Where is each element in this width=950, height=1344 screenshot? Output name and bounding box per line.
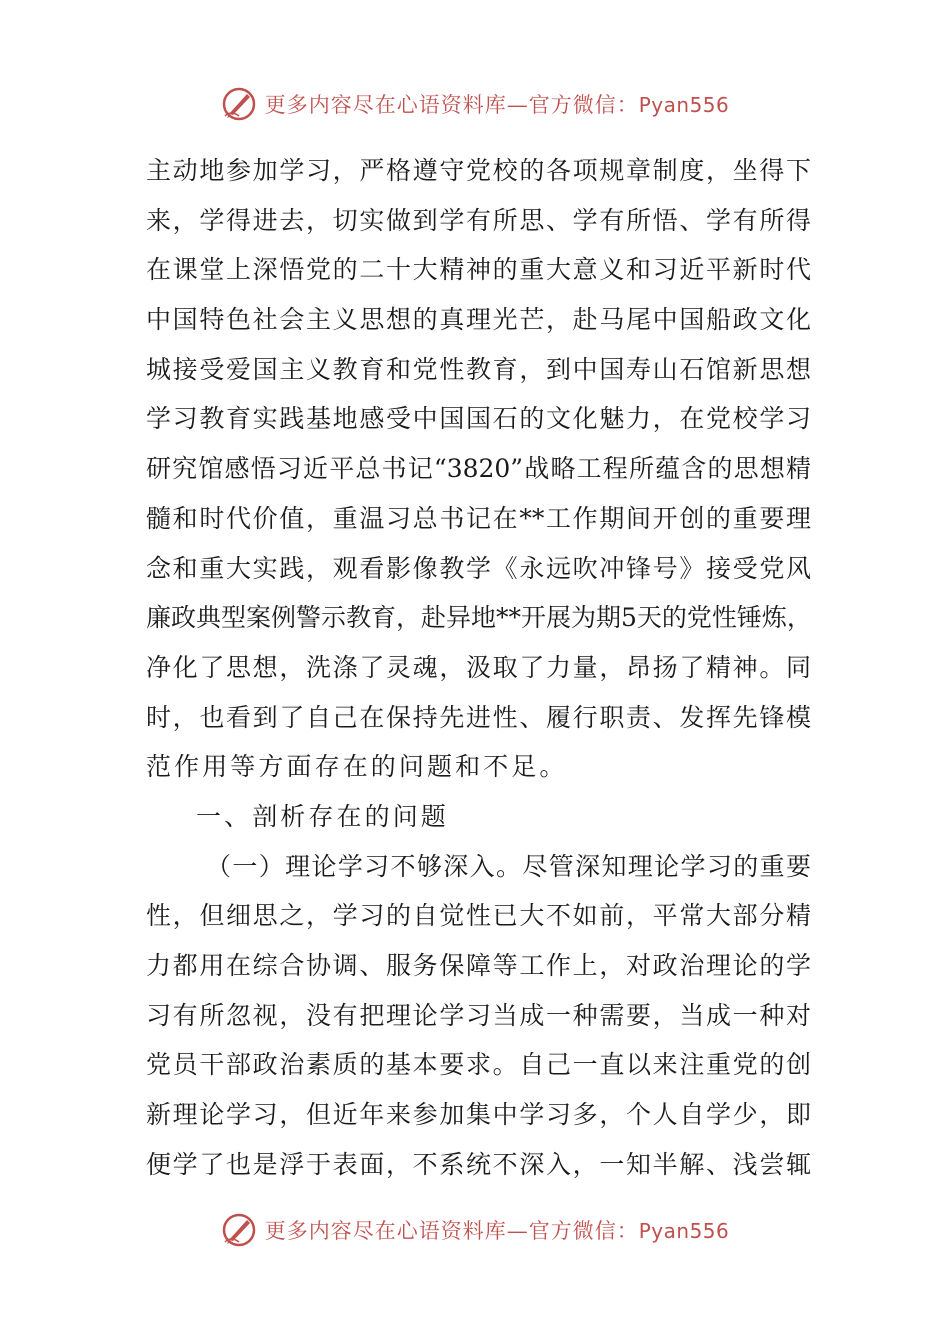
body-line: 中国特色社会主义思想的真理光芒，赴马尾中国船政文化 (146, 305, 811, 335)
quill-logo-icon (221, 86, 257, 122)
body-line: 习有所忽视，没有把理论学习当成一种需要，当成一种对 (146, 1000, 811, 1030)
body-line: 城接受爱国主义教育和党性教育，到中国寿山石馆新思想 (146, 354, 811, 384)
body-line: 研究馆感悟习近平总书记“3820”战略工程所蕴含的思想精 (146, 454, 811, 484)
body-line: 新理论学习，但近年来参加集中学习多，个人自学少，即 (146, 1100, 811, 1130)
footer-watermark (0, 1210, 950, 1250)
body-line: 时，也看到了自己在保持先进性、履行职责、发挥先锋模 (146, 702, 811, 732)
body-line: 便学了也是浮于表面，不系统不深入，一知半解、浅尝辄 (146, 1149, 811, 1179)
body-line: 党员干部政治素质的基本要求。自己一直以来注重党的创 (146, 1050, 811, 1080)
body-line: 髓和时代价值，重温习总书记在**工作期间开创的重要理 (146, 503, 811, 533)
body-line: 力都用在综合协调、服务保障等工作上，对政治理论的学 (146, 951, 811, 980)
body-line: 学习教育实践基地感受中国国石的文化魅力，在党校学习 (146, 404, 811, 434)
footer-watermark-wechat: Pyan556 (638, 1219, 730, 1243)
subsection-heading-line: （一）理论学习不够深入。尽管深知理论学习的重要 (206, 851, 811, 881)
header-watermark-text: 更多内容尽在心语资料库—官方微信： (264, 93, 639, 117)
body-line: 念和重大实践，观看影像教学《永远吹冲锋号》接受党风 (146, 553, 811, 583)
body-line: 主动地参加学习，严格遵守党校的各项规章制度，坐得下 (146, 156, 811, 185)
body-line: 范作用等方面存在的问题和不足。 (146, 752, 568, 782)
body-line: 在课堂上深悟党的二十大精神的重大意义和习近平新时代 (146, 255, 811, 285)
header-watermark (0, 84, 950, 124)
body-line: 净化了思想，洗涤了灵魂，汲取了力量，昂扬了精神。同 (146, 652, 811, 682)
section-heading: 一、剖析存在的问题 (196, 801, 449, 831)
body-line: 来，学得进去，切实做到学有所思、学有所悟、学有所得 (146, 205, 811, 235)
footer-watermark-text: 更多内容尽在心语资料库—官方微信： (264, 1219, 639, 1243)
header-watermark-wechat: Pyan556 (638, 93, 730, 117)
document-body (146, 146, 811, 1189)
body-line: 廉政典型案例警示教育，赴异地**开展为期5天的党性锤炼， (146, 603, 812, 633)
body-line: 性，但细思之，学习的自觉性已大不如前，平常大部分精 (146, 901, 811, 931)
quill-logo-icon (221, 1212, 257, 1248)
